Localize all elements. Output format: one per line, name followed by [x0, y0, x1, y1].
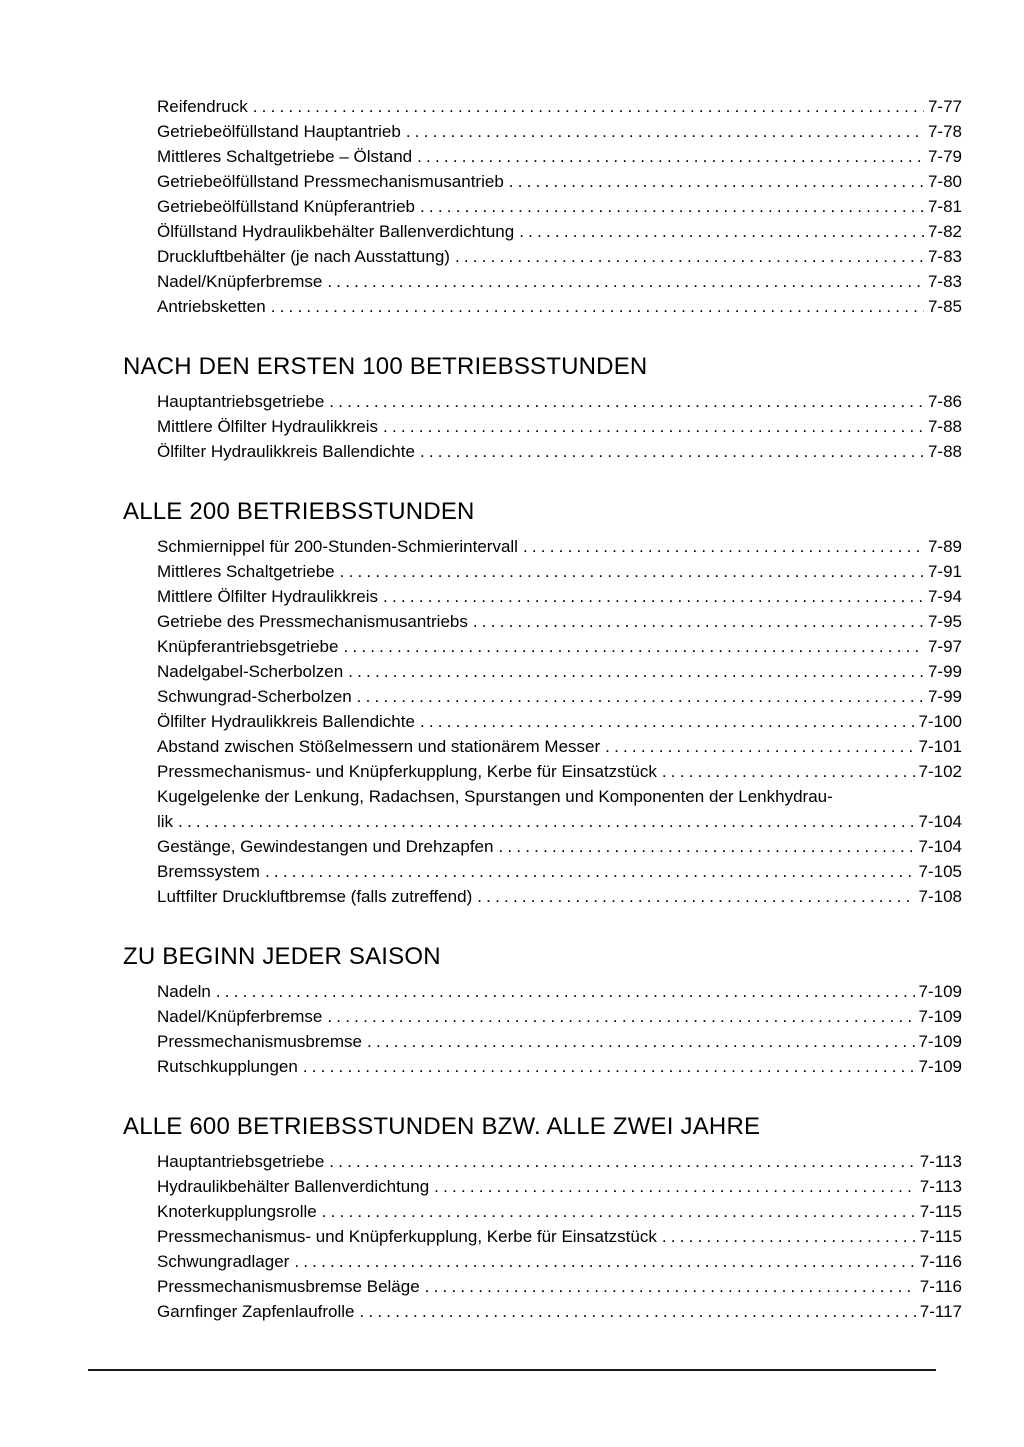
- entry-title: Schwungradlager: [157, 1252, 290, 1271]
- entry-title: Mittlere Ölfilter Hydraulikkreis: [157, 587, 379, 606]
- toc-entry[interactable]: [157, 294, 962, 319]
- toc-entry[interactable]: [157, 219, 962, 244]
- entry-page-number: 7-109: [918, 1057, 962, 1076]
- entry-title: Hauptantriebsgetriebe: [157, 392, 325, 411]
- toc-entry[interactable]: [157, 439, 962, 464]
- entry-page-number: 7-81: [927, 197, 962, 216]
- entry-page-number: 7-94: [927, 587, 962, 606]
- entry-page-number: 7-109: [918, 1007, 962, 1026]
- entry-list: [157, 94, 962, 319]
- entry-title: Luftfilter Druckluftbremse (falls zutreffend): [157, 887, 473, 906]
- entry-page-number: 7-104: [918, 812, 962, 831]
- entry-title: Ölfilter Hydraulikkreis Ballendichte: [157, 442, 415, 461]
- entry-title: Abstand zwischen Stößelmessern und stationärem Messer: [157, 737, 601, 756]
- entry-title: Nadelgabel-Scherbolzen: [157, 662, 344, 681]
- entry-page-number: 7-101: [918, 737, 962, 756]
- entry-page-number: 7-102: [918, 762, 962, 781]
- dot-leader: [519, 219, 924, 244]
- entry-page-number: 7-83: [927, 272, 962, 291]
- toc-entry[interactable]: [157, 1029, 962, 1054]
- toc-entry[interactable]: [157, 684, 962, 709]
- entry-page-number: 7-83: [927, 247, 962, 266]
- dot-leader: [420, 194, 924, 219]
- dot-leader: [434, 1174, 916, 1199]
- dot-leader: [178, 809, 914, 834]
- entry-page-number: 7-109: [918, 1032, 962, 1051]
- dot-leader: [420, 439, 924, 464]
- dot-leader: [473, 609, 924, 634]
- entry-page-number: 7-88: [927, 417, 962, 436]
- entry-list: [157, 1149, 962, 1324]
- section-heading: ALLE 200 BETRIEBSSTUNDEN: [123, 498, 475, 525]
- dot-leader: [477, 884, 914, 909]
- entry-title: Rutschkupplungen: [157, 1057, 298, 1076]
- toc-entry[interactable]: [157, 194, 962, 219]
- entry-page-number: 7-78: [927, 122, 962, 141]
- entry-title: lik: [157, 812, 174, 831]
- entry-page-number: 7-104: [918, 837, 962, 856]
- entry-title: Getriebe des Pressmechanismusantriebs: [157, 612, 468, 631]
- dot-leader: [216, 979, 915, 1004]
- entry-list: [157, 979, 962, 1079]
- entry-title: Pressmechanismus- und Knüpferkupplung, Kerbe für Einsatzstück: [157, 762, 657, 781]
- toc-entry[interactable]: [157, 734, 962, 759]
- toc-entry[interactable]: [157, 1299, 962, 1324]
- entry-page-number: 7-97: [927, 637, 962, 656]
- entry-title: Antriebsketten: [157, 297, 266, 316]
- entry-title: Nadel/Knüpferbremse: [157, 1007, 323, 1026]
- entry-page-number: 7-113: [919, 1152, 962, 1171]
- toc-entry[interactable]: [157, 1199, 962, 1224]
- toc-entry[interactable]: [157, 759, 962, 784]
- entry-list: [157, 534, 962, 909]
- entry-page-number: 7-77: [927, 97, 962, 116]
- toc-entry[interactable]: [157, 809, 962, 834]
- entry-title: Nadel/Knüpferbremse: [157, 272, 323, 291]
- toc-entry[interactable]: [157, 1054, 962, 1079]
- dot-leader: [322, 1199, 916, 1224]
- entry-title: Pressmechanismus- und Knüpferkupplung, Kerbe für Einsatzstück: [157, 1227, 657, 1246]
- entry-page-number: 7-82: [927, 222, 962, 241]
- entry-title: Bremssystem: [157, 862, 260, 881]
- entry-page-number: 7-86: [927, 392, 962, 411]
- dot-leader: [417, 144, 924, 169]
- entry-page-number: 7-79: [927, 147, 962, 166]
- entry-title: Reifendruck: [157, 97, 248, 116]
- entry-page-number: 7-80: [927, 172, 962, 191]
- toc-entry[interactable]: [157, 659, 962, 684]
- entry-page-number: 7-99: [927, 687, 962, 706]
- toc-entry[interactable]: [157, 609, 962, 634]
- dot-leader: [348, 659, 924, 684]
- toc-section: [123, 94, 962, 319]
- toc-section: [123, 498, 962, 909]
- toc-entry[interactable]: [157, 144, 962, 169]
- entry-title: Schwungrad-Scherbolzen: [157, 687, 352, 706]
- entry-title: Hydraulikbehälter Ballenverdichtung: [157, 1177, 430, 1196]
- entry-title: Ölfüllstand Hydraulikbehälter Ballenverdichtung: [157, 222, 515, 241]
- entry-page-number: 7-95: [927, 612, 962, 631]
- section-heading: ZU BEGINN JEDER SAISON: [123, 943, 441, 970]
- dot-leader: [327, 1004, 914, 1029]
- toc-entry[interactable]: [157, 634, 962, 659]
- entry-page-number: 7-116: [919, 1252, 962, 1271]
- toc-section: [123, 353, 962, 464]
- entry-page-number: 7-89: [927, 537, 962, 556]
- dot-leader: [303, 1054, 915, 1079]
- entry-title: Druckluftbehälter (je nach Ausstattung): [157, 247, 450, 266]
- entry-page-number: 7-108: [918, 887, 962, 906]
- toc-entry[interactable]: [157, 534, 962, 559]
- dot-leader: [455, 244, 924, 269]
- entry-title: Getriebeölfüllstand Hauptantrieb: [157, 122, 401, 141]
- entry-title: Mittleres Schaltgetriebe – Ölstand: [157, 147, 413, 166]
- toc-entry[interactable]: [157, 1249, 962, 1274]
- entry-page-number: 7-88: [927, 442, 962, 461]
- entry-title: Pressmechanismusbremse: [157, 1032, 363, 1051]
- toc-entry[interactable]: [157, 834, 962, 859]
- entry-title: Nadeln: [157, 982, 211, 1001]
- toc-entry[interactable]: [157, 244, 962, 269]
- dot-leader: [343, 634, 924, 659]
- toc-entry[interactable]: [157, 559, 962, 584]
- toc-entry[interactable]: [157, 119, 962, 144]
- dot-leader: [498, 834, 914, 859]
- entry-page-number: 7-85: [927, 297, 962, 316]
- entry-title: Schmiernippel für 200-Stunden-Schmierintervall: [157, 537, 518, 556]
- toc-entry[interactable]: [157, 269, 962, 294]
- entry-page-number: 7-109: [918, 982, 962, 1001]
- dot-leader: [509, 169, 924, 194]
- entry-title: Mittleres Schaltgetriebe: [157, 562, 335, 581]
- toc-entry[interactable]: [157, 169, 962, 194]
- toc-entry[interactable]: [157, 1224, 962, 1249]
- dot-leader: [420, 709, 915, 734]
- dot-leader: [383, 584, 924, 609]
- footer-divider: [88, 1369, 936, 1371]
- entry-page-number: 7-105: [918, 862, 962, 881]
- entry-title: Knoterkupplungsrolle: [157, 1202, 317, 1221]
- entry-page-number: 7-113: [919, 1177, 962, 1196]
- entry-title: Hauptantriebsgetriebe: [157, 1152, 325, 1171]
- entry-title: Pressmechanismusbremse Beläge: [157, 1277, 420, 1296]
- entry-title: Getriebeölfüllstand Pressmechanismusantrieb: [157, 172, 504, 191]
- dot-leader: [425, 1274, 916, 1299]
- toc-entry[interactable]: [157, 859, 962, 884]
- dot-leader: [662, 1224, 916, 1249]
- entry-page-number: 7-115: [919, 1227, 962, 1246]
- dot-leader: [329, 1149, 916, 1174]
- dot-leader: [294, 1249, 915, 1274]
- entry-list: [157, 389, 962, 464]
- entry-page-number: 7-115: [919, 1202, 962, 1221]
- dot-leader: [340, 559, 924, 584]
- entry-page-number: 7-117: [919, 1302, 962, 1321]
- entry-title-line1: Kugelgelenke der Lenkung, Radachsen, Spurstangen und Komponenten der Lenkhydrau-: [157, 787, 833, 806]
- dot-leader: [523, 534, 924, 559]
- toc-entry[interactable]: [157, 709, 962, 734]
- toc-entry[interactable]: [157, 414, 962, 439]
- entry-title: Garnfinger Zapfenlaufrolle: [157, 1302, 355, 1321]
- dot-leader: [662, 759, 915, 784]
- dot-leader: [383, 414, 924, 439]
- toc-section: [123, 1113, 962, 1324]
- entry-page-number: 7-99: [927, 662, 962, 681]
- toc-entry[interactable]: [157, 584, 962, 609]
- dot-leader: [253, 94, 924, 119]
- toc-entry[interactable]: [157, 884, 962, 909]
- toc-entry[interactable]: [157, 1174, 962, 1199]
- dot-leader: [357, 684, 924, 709]
- toc-entry[interactable]: [157, 979, 962, 1004]
- toc-entry[interactable]: [157, 1274, 962, 1299]
- toc-section: [123, 943, 962, 1079]
- entry-page-number: 7-100: [918, 712, 962, 731]
- toc-entry[interactable]: [157, 94, 962, 119]
- entry-title: Knüpferantriebsgetriebe: [157, 637, 339, 656]
- entry-title: Mittlere Ölfilter Hydraulikkreis: [157, 417, 379, 436]
- entry-title: Gestänge, Gewindestangen und Drehzapfen: [157, 837, 494, 856]
- dot-leader: [329, 389, 924, 414]
- dot-leader: [327, 269, 924, 294]
- section-heading: ALLE 600 BETRIEBSSTUNDEN BZW. ALLE ZWEI JAHRE: [123, 1113, 761, 1140]
- toc-entry[interactable]: [157, 1004, 962, 1029]
- section-heading: NACH DEN ERSTEN 100 BETRIEBSSTUNDEN: [123, 353, 648, 380]
- dot-leader: [360, 1299, 916, 1324]
- dot-leader: [406, 119, 924, 144]
- entry-page-number: 7-91: [927, 562, 962, 581]
- dot-leader: [367, 1029, 915, 1054]
- toc-entry[interactable]: [157, 1149, 962, 1174]
- dot-leader: [265, 859, 915, 884]
- toc-entry[interactable]: [157, 389, 962, 414]
- dot-leader: [605, 734, 914, 759]
- dot-leader: [271, 294, 924, 319]
- entry-page-number: 7-116: [919, 1277, 962, 1296]
- entry-title: Getriebeölfüllstand Knüpferantrieb: [157, 197, 415, 216]
- entry-title: Ölfilter Hydraulikkreis Ballendichte: [157, 712, 415, 731]
